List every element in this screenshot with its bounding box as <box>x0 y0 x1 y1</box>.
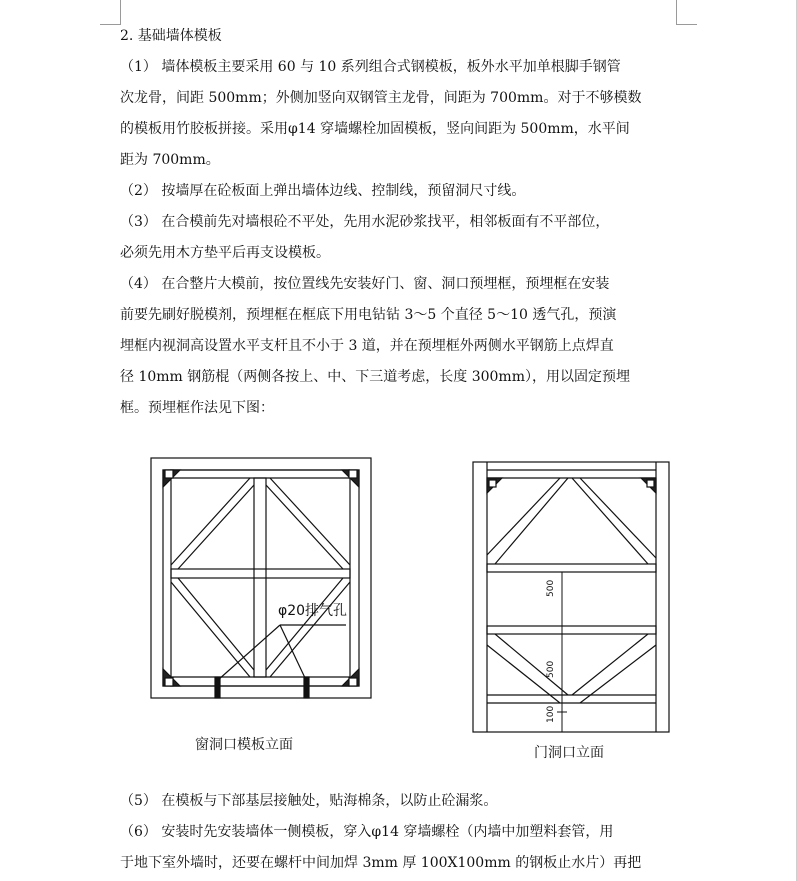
page-corner-marker-right <box>676 0 697 25</box>
text-line: 距为 700mm。 <box>120 152 220 168</box>
text-line: 次龙骨，间距 500mm；外侧加竖向双钢管主龙骨，间距为 700mm。对于不够模数 <box>120 90 642 106</box>
paragraph-4 <box>120 269 675 424</box>
door-frame-drawing <box>473 462 669 732</box>
frame-drawings-figure <box>0 440 797 770</box>
text-line: （6） 安装时先安装墙体一侧模板，穿入φ14 穿墙螺栓（内墙中加塑料套管，用 <box>120 824 614 840</box>
paragraph-1 <box>120 52 675 176</box>
text-line: 框。预埋框作法见下图： <box>120 400 274 416</box>
dimension-label: 500 <box>546 660 556 678</box>
door-brace-upper <box>487 564 656 572</box>
vent-hole-annotation: φ20排气孔 <box>278 603 348 619</box>
text-line: 前要先刷好脱模剂，预埋框在框底下用电钻钻 3～5 个直径 5～10 透气孔，预演 <box>120 307 617 323</box>
text-line: 于地下室外墙时，还要在螺杆中间加焊 3mm 厚 100X100mm 的钢板止水片）再把 <box>120 855 642 871</box>
dimension-label: 500 <box>546 579 556 597</box>
door-figure-caption: 门洞口立面 <box>534 745 604 761</box>
window-frame-drawing <box>151 458 371 698</box>
text-line: （5） 在模板与下部基层接触处，贴海棉条，以防止砼漏浆。 <box>120 793 498 809</box>
text-line: （3） 在合模前先对墙根砼不平处，先用水泥砂浆找平，相邻板面有不平部位， <box>120 214 610 230</box>
page-corner-marker-left <box>100 0 121 25</box>
document-body-bottom <box>120 786 675 879</box>
text-line: 埋框内视洞高设置水平支杆且不小于 3 道，并在预埋框外两侧水平钢筋上点焊直 <box>120 338 614 354</box>
section-heading: 2. 基础墙体模板 <box>120 28 222 44</box>
door-outer-frame <box>473 462 669 732</box>
paragraph-3 <box>120 207 675 269</box>
window-middle-brace <box>171 569 350 578</box>
paragraph-6 <box>120 817 675 879</box>
document-body-top <box>120 21 675 424</box>
text-line: （4） 在合整片大模前，按位置线先安装好门、窗、洞口预埋框，预埋框在安装 <box>120 276 610 292</box>
paragraph-2 <box>120 176 675 207</box>
text-line: 的模板用竹胶板拼接。采用φ14 穿墙螺栓加固模板，竖向间距为 500mm，水平间 <box>120 121 630 137</box>
text-line: （2） 按墙厚在砼板面上弹出墙体边线、控制线，预留洞尺寸线。 <box>120 183 526 199</box>
text-line: 径 10mm 钢筋棍（两侧各按上、中、下三道考虑，长度 300mm），用以固定预埋 <box>120 369 630 385</box>
paragraph-5 <box>120 786 675 817</box>
dimension-label: 100 <box>546 705 556 723</box>
frame-drawings-svg <box>0 440 797 770</box>
text-line: （1） 墙体模板主要采用 60 与 10 系列组合式钢模板，板外水平加单根脚手钢管 <box>120 59 621 75</box>
text-line: 必须先用木方垫平后再支设模板。 <box>120 245 330 261</box>
window-figure-caption: 窗洞口模板立面 <box>195 737 293 753</box>
door-brace-lower <box>487 626 656 634</box>
